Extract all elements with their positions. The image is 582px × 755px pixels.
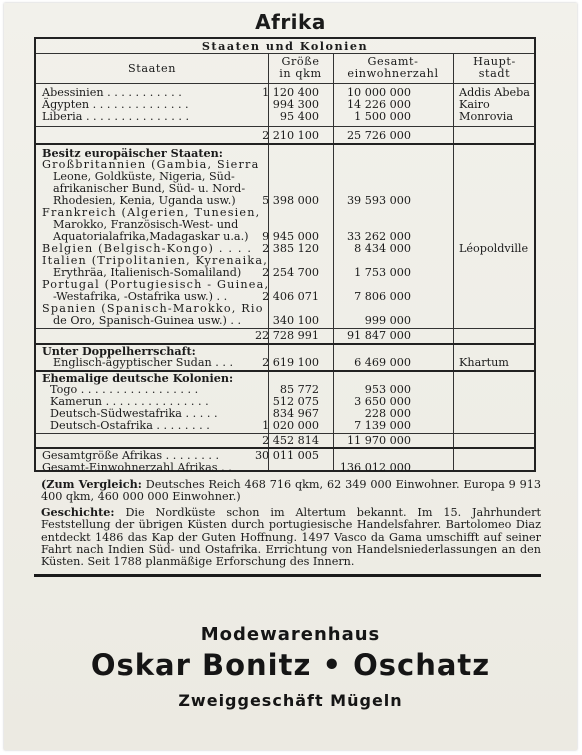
state-area: 994 300	[272, 98, 319, 111]
column-divider	[268, 54, 269, 470]
possession-line: -Westafrika, -Ostafrika usw.) . .	[53, 290, 228, 303]
subtotal-area: 2 452 814	[262, 434, 319, 447]
document-page	[4, 3, 577, 750]
possession-line: Spanien (Spanisch-Marokko, Rio	[42, 302, 264, 315]
possession-population: 7 806 000	[354, 290, 411, 303]
state-area: 1 120 400	[262, 86, 319, 99]
possession-line: afrikanischer Bund, Süd- u. Nord-	[53, 182, 246, 195]
condo-name: Englisch-ägyptischer Sudan . . .	[53, 356, 234, 369]
condo-population: 6 469 000	[354, 356, 411, 369]
condo-capital: Khartum	[459, 356, 509, 369]
header-gesamt-1: Gesamt-	[367, 55, 419, 68]
table-caption: Staaten und Kolonien	[201, 39, 369, 53]
row-divider	[36, 53, 534, 54]
possession-line: Belgien (Belgisch-Kongo) . . . .	[42, 242, 253, 255]
subtotal-area: 2 210 100	[262, 129, 319, 142]
page-title: Afrika	[255, 10, 326, 34]
colony-name: Deutsch-Ostafrika . . . . . . . .	[50, 419, 210, 432]
possession-line: Aquatorialafrika,Madagaskar u.a.)	[53, 230, 249, 243]
possession-line: Frankreich (Algerien, Tunesien,	[42, 206, 261, 219]
colony-population: 228 000	[364, 407, 411, 420]
total-area-label: Gesamtgröße Afrikas . . . . . . . .	[42, 449, 220, 462]
statistics-table	[34, 37, 536, 472]
subtotal-population: 25 726 000	[346, 129, 411, 142]
possession-line: Leone, Goldküste, Nigeria, Süd-	[53, 170, 235, 183]
state-population: 1 500 000	[354, 110, 411, 123]
possession-population: 39 593 000	[346, 194, 411, 207]
possession-area: 340 100	[272, 314, 319, 327]
possession-capital: Léopoldville	[459, 242, 529, 255]
subtotal-area: 22 728 991	[254, 329, 319, 342]
colony-area: 834 967	[272, 407, 319, 420]
possession-population: 1 753 000	[354, 266, 411, 279]
state-name: Liberia . . . . . . . . . . . . . . .	[42, 110, 190, 123]
colony-name: Togo . . . . . . . . . . . . . . . . .	[50, 383, 199, 396]
state-capital: Kairo	[459, 98, 490, 111]
possession-population: 33 262 000	[346, 230, 411, 243]
header-groesse-2: in qkm	[279, 67, 322, 80]
advert-line-3: Zweiggeschäft Mügeln	[178, 691, 403, 710]
colony-area: 1 020 000	[262, 419, 319, 432]
possession-line: Marokko, Französisch-West- und	[53, 218, 239, 231]
possession-area: 2 406 071	[262, 290, 319, 303]
possession-area: 9 945 000	[262, 230, 319, 243]
colony-population: 3 650 000	[354, 395, 411, 408]
total-area-value: 30 011 005	[254, 449, 319, 462]
possession-area: 5 398 000	[262, 194, 319, 207]
state-capital: Monrovia	[459, 110, 514, 123]
header-haupt-1: Haupt-	[473, 55, 516, 68]
possession-population: 8 434 000	[354, 242, 411, 255]
total-population-label: Gesamt-Einwohnerzahl Afrikas . .	[42, 461, 232, 474]
comparison-note	[41, 478, 541, 504]
section-heading: Besitz europäischer Staaten:	[42, 146, 223, 160]
advert-line-1: Modewarenhaus	[200, 624, 381, 645]
divider	[34, 574, 541, 577]
header-gesamt-2: einwohnerzahl	[347, 67, 439, 80]
possession-area: 2 254 700	[262, 266, 319, 279]
colony-population: 7 139 000	[354, 419, 411, 432]
possession-line: Italien (Tripolitanien, Kyrenaika,	[42, 254, 269, 267]
section-heading: Ehemalige deutsche Kolonien:	[42, 371, 234, 385]
state-name: Ägypten . . . . . . . . . . . . . .	[42, 98, 189, 111]
column-divider	[333, 54, 334, 470]
row-divider	[36, 126, 534, 127]
subtotal-population: 91 847 000	[346, 329, 411, 342]
possession-area: 2 385 120	[262, 242, 319, 255]
comparison-text: Deutsches Reich 468 716 qkm, 62 349 000 Einwohner. Europa 9 913 400 qkm, 460 000 000 Einwohner.)	[41, 478, 541, 504]
header-groesse-1: Größe	[281, 55, 320, 68]
possession-population: 999 000	[364, 314, 411, 327]
history-label: Geschichte:	[41, 504, 115, 519]
possession-line: Portugal (Portugiesisch - Guinea,	[42, 278, 270, 291]
colony-name: Kamerun . . . . . . . . . . . . . . .	[50, 395, 209, 408]
subtotal-population: 11 970 000	[346, 434, 411, 447]
advert-line-2: Oskar Bonitz • Oschatz	[90, 648, 491, 682]
colony-area: 85 772	[279, 383, 319, 396]
section-heading: Unter Doppelherrschaft:	[42, 344, 196, 358]
state-population: 10 000 000	[346, 86, 411, 99]
comparison-label: (Zum Vergleich:	[41, 477, 142, 491]
history-text: Die Nordküste schon im Altertum bekannt. Im 15. Jahrhundert Feststellung der übrigen Küsten durch portugiesische Handelsfahrer. Bartolomeo Diaz entdeckt 1486 das Kap der Guten Hoffnung. 1497 Vasco da Gama umschifft auf seiner Fahrt nach Indien Süd- und Ostafrika. Errichtung von Handelsniederlassungen an den Küsten. Seit 1788 planmäßige Erforschung des Innern.	[41, 505, 541, 569]
colony-population: 953 000	[364, 383, 411, 396]
state-area: 95 400	[279, 110, 319, 123]
row-divider	[36, 83, 534, 84]
colony-area: 512 075	[272, 395, 319, 408]
possession-line: de Oro, Spanisch-Guinea usw.) . .	[53, 314, 242, 327]
header-haupt-2: stadt	[478, 67, 511, 80]
possession-line: Rhodesien, Kenia, Uganda usw.)	[53, 194, 236, 207]
section-divider	[36, 143, 534, 145]
total-population-value: 136 012 000	[339, 461, 411, 474]
state-population: 14 226 000	[346, 98, 411, 111]
possession-line: Erythräa, Italienisch-Somaliland)	[53, 266, 242, 279]
condo-area: 2 619 100	[262, 356, 319, 369]
history-note	[41, 506, 541, 569]
column-divider	[453, 54, 454, 470]
state-capital: Addis Abeba	[459, 86, 530, 99]
notes-block	[41, 478, 541, 569]
state-name: Abessinien . . . . . . . . . . .	[42, 86, 182, 99]
possession-line: Großbritannien (Gambia, Sierra	[42, 158, 260, 171]
colony-name: Deutsch-Südwestafrika . . . . .	[50, 407, 218, 420]
header-staaten: Staaten	[127, 62, 177, 75]
